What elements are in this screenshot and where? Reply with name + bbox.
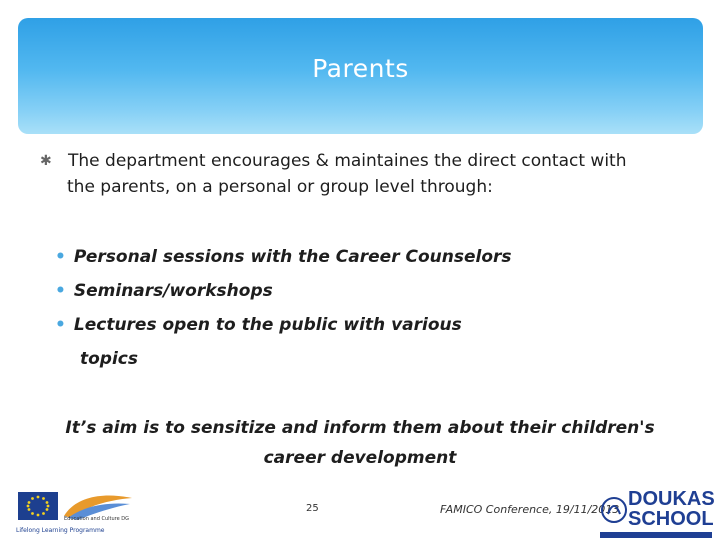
asterisk-bullet-icon: ✱ bbox=[40, 153, 52, 169]
bullet-text: Seminars/workshops bbox=[73, 281, 273, 301]
paragraph-line-2: the parents, on a personal or group level through: bbox=[67, 177, 493, 197]
aim-line-2: career development bbox=[263, 448, 457, 468]
left-logo-caption: Education and Culture DG bbox=[64, 516, 129, 522]
school-logo-text: SCHOOL bbox=[628, 508, 714, 530]
title-bar bbox=[18, 18, 703, 134]
paragraph-line-1: The department encourages & maintaines the direct contact with bbox=[68, 151, 627, 171]
bullet-dot-icon: • bbox=[55, 315, 66, 335]
page-number: 25 bbox=[306, 503, 319, 514]
bullet-text: Personal sessions with the Career Counselors bbox=[73, 247, 512, 267]
conference-footer: FAMICO Conference, 19/11/2013 bbox=[440, 503, 620, 516]
eu-llp-logo bbox=[14, 488, 136, 536]
doukas-logo-text: DOUKAS bbox=[628, 488, 715, 510]
bullet-continuation: topics bbox=[80, 349, 138, 369]
bullet-dot-icon: • bbox=[55, 281, 66, 301]
bullet-text: Lectures open to the public with various bbox=[73, 315, 462, 335]
list-item bbox=[55, 247, 512, 267]
left-logo-caption-2: Lifelong Learning Programme bbox=[16, 527, 105, 534]
list-item bbox=[55, 315, 462, 335]
slide-title: Parents bbox=[312, 54, 409, 83]
aim-line-1: It’s aim is to sensitize and inform them about their children's bbox=[65, 418, 655, 438]
doukas-school-logo bbox=[600, 488, 715, 538]
list-item bbox=[55, 281, 273, 301]
bullet-dot-icon: • bbox=[55, 247, 66, 267]
